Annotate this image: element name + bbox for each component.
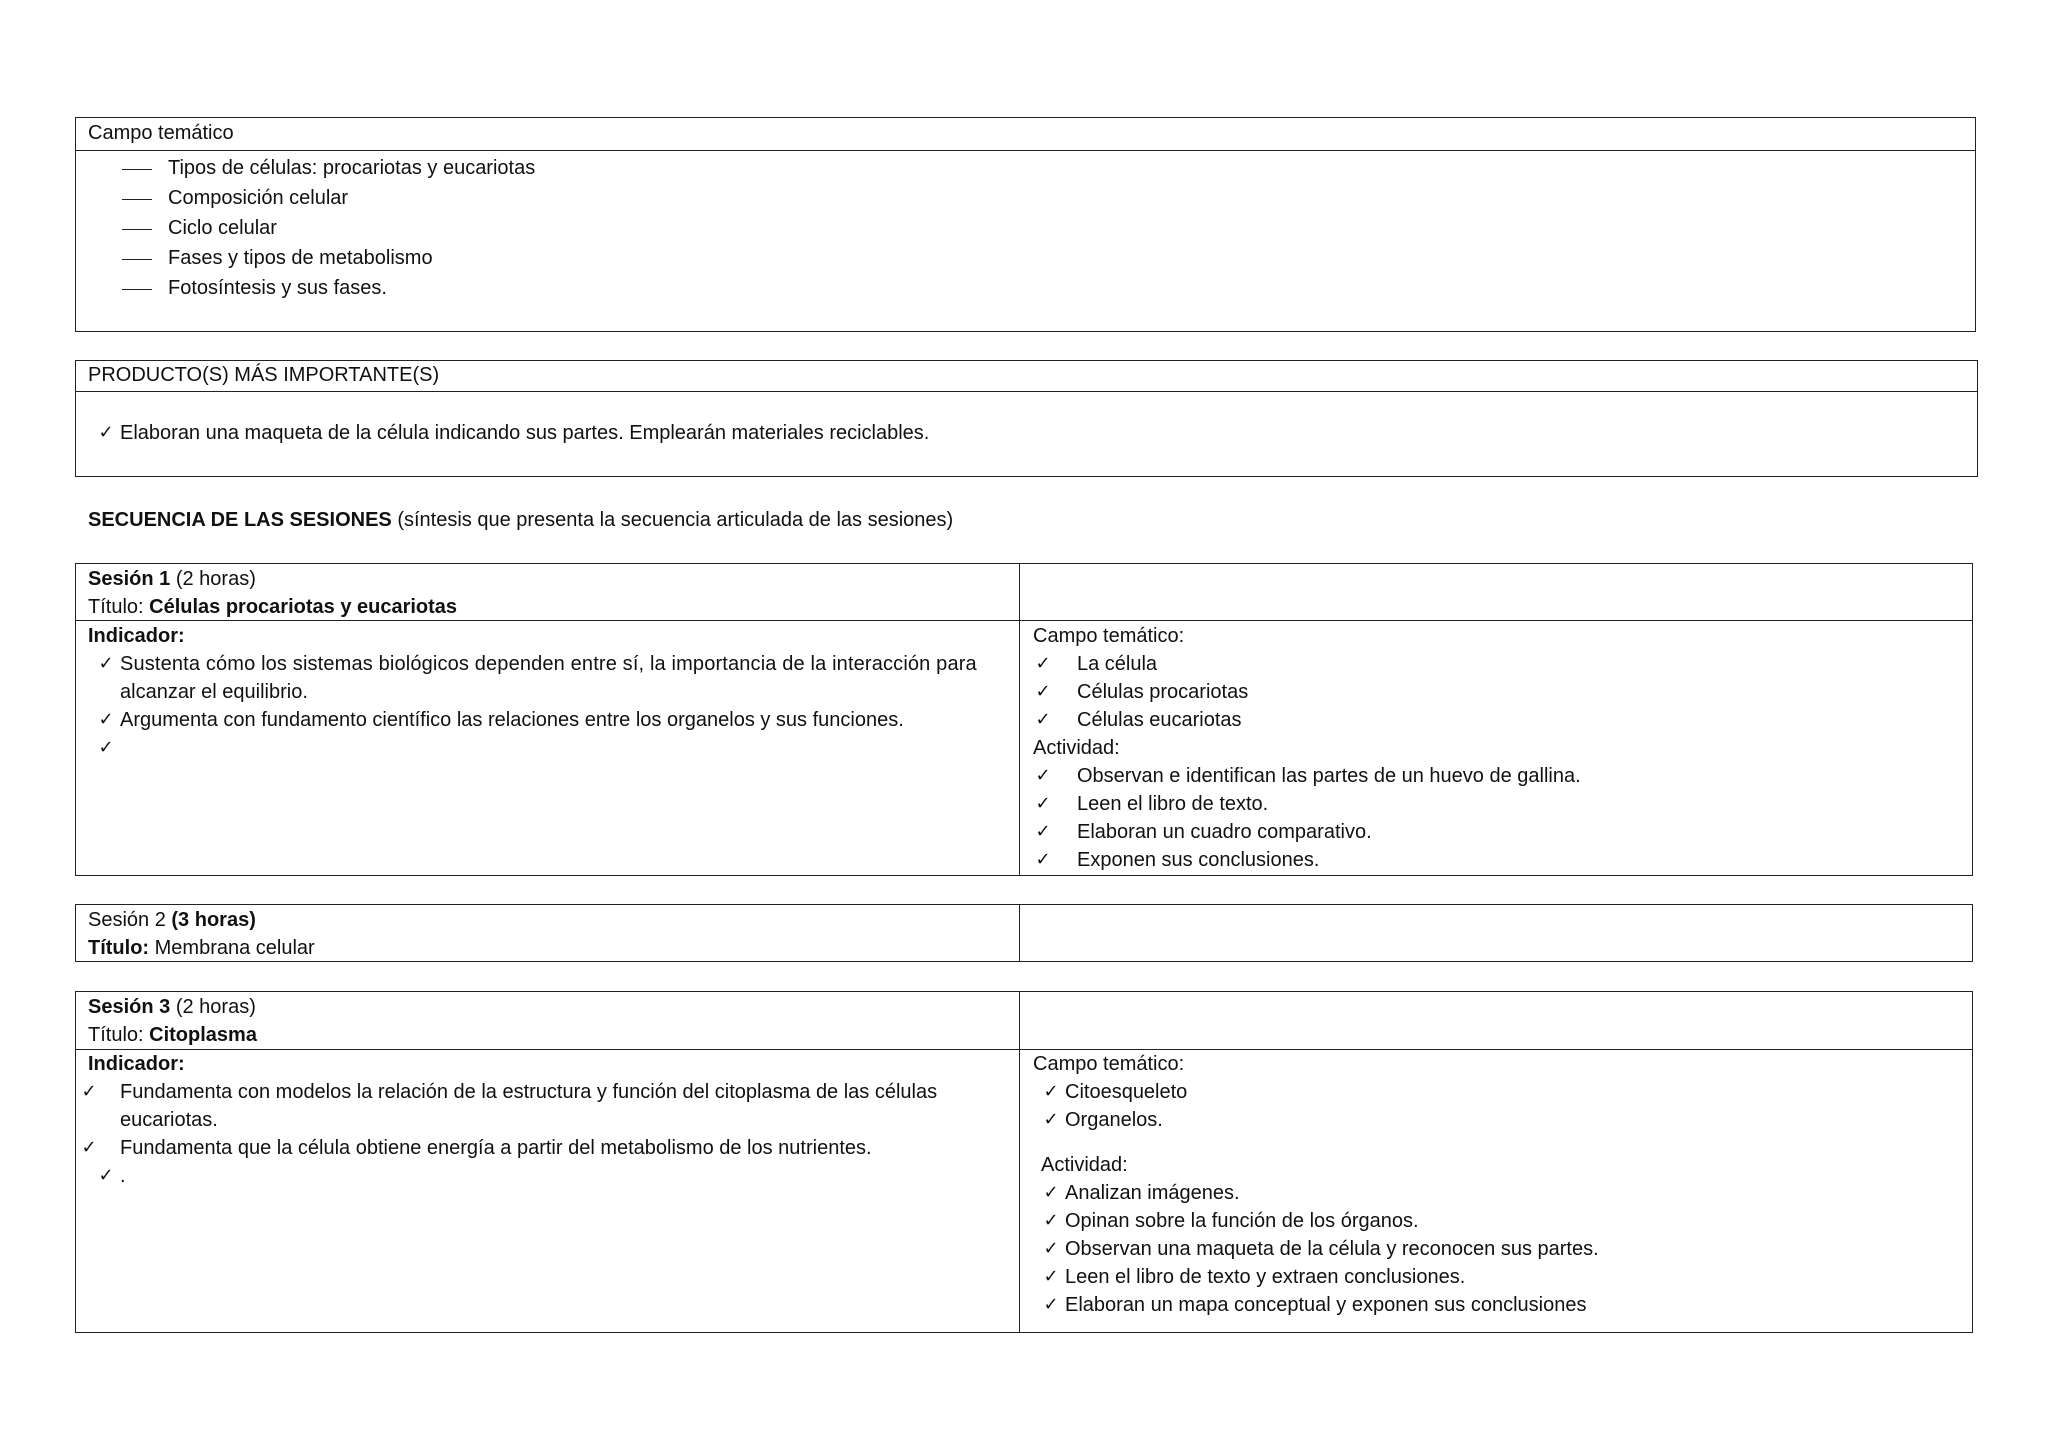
check-icon: ✓	[1043, 1182, 1059, 1203]
check-icon: ✓	[98, 1165, 114, 1186]
producto-box	[75, 360, 1978, 477]
sesion-2-header: Sesión 2 (3 horas) Título: Membrana celular	[88, 909, 315, 959]
check-icon: ✓	[1043, 1210, 1059, 1231]
list-item: ✓ Exponen sus conclusiones.	[1033, 846, 1581, 874]
check-icon: ✓	[81, 1137, 97, 1158]
campo-label: Campo temático:	[1033, 1053, 1185, 1075]
list-item: ✓ Leen el libro de texto.	[1033, 790, 1581, 818]
sesion-2-table	[75, 904, 1973, 962]
sesion-3-indicadores	[79, 1050, 1009, 1190]
list-item: Composición celular	[76, 183, 1975, 213]
list-item: ✓ Observan e identifican las partes de un huevo de gallina.	[1033, 762, 1581, 790]
check-icon: ✓	[1035, 849, 1051, 870]
sesion-1-table	[75, 563, 1973, 876]
check-icon: ✓	[1035, 765, 1051, 786]
check-icon: ✓	[98, 709, 114, 730]
actividad-label: Actividad:	[1033, 737, 1120, 759]
sesion-3-table	[75, 991, 1973, 1333]
column-divider	[1019, 905, 1020, 961]
list-item: ✓ Elaboran un mapa conceptual y exponen sus conclusiones	[1033, 1291, 1599, 1319]
list-item: ✓ Fundamenta que la célula obtiene energía a partir del metabolismo de los nutrientes.	[79, 1134, 1009, 1162]
list-item: ✓ Células eucariotas	[1033, 706, 1581, 734]
list-item: ✓ Sustenta cómo los sistemas biológicos dependen entre sí, la importancia de la interacción para	[88, 650, 1008, 678]
sesion-3-header: Sesión 3 (2 horas) Título: Citoplasma	[88, 996, 257, 1046]
sesion-1-indicadores	[88, 622, 1008, 762]
check-icon: ✓	[98, 737, 114, 758]
list-item: ✓ Argumenta con fundamento científico las relaciones entre los organelos y sus funciones.	[88, 706, 1008, 734]
actividad-label: Actividad:	[1041, 1154, 1128, 1176]
campo-tematico-list	[76, 151, 1975, 303]
list-item: ✓ Organelos.	[1033, 1106, 1599, 1134]
list-item: Ciclo celular	[76, 213, 1975, 243]
list-item: Fotosíntesis y sus fases.	[76, 273, 1975, 303]
column-divider	[1019, 564, 1020, 875]
campo-label: Campo temático:	[1033, 625, 1185, 647]
list-item: Tipos de células: procariotas y eucariotas	[76, 153, 1975, 183]
list-item	[96, 419, 929, 447]
list-item: ✓ Leen el libro de texto y extraen conclusiones.	[1033, 1263, 1599, 1291]
check-icon: ✓	[98, 422, 114, 443]
list-item: ✓ Células procariotas	[1033, 678, 1581, 706]
check-icon: ✓	[1043, 1109, 1059, 1130]
indicador-label: Indicador:	[88, 625, 185, 647]
list-item: ✓ Opinan sobre la función de los órganos.	[1033, 1207, 1599, 1235]
list-item: ✓ .	[79, 1162, 1009, 1190]
campo-tematico-header: Campo temático	[76, 118, 1975, 151]
indicador-label: Indicador:	[88, 1053, 185, 1075]
list-item: ✓ Citoesqueleto	[1033, 1078, 1599, 1106]
check-icon: ✓	[1043, 1081, 1059, 1102]
check-icon: ✓	[1043, 1238, 1059, 1259]
check-icon: ✓	[1035, 821, 1051, 842]
sesion-1-campo-actividad	[1033, 622, 1581, 874]
check-icon: ✓	[1043, 1294, 1059, 1315]
list-item: Fases y tipos de metabolismo	[76, 243, 1975, 273]
campo-tematico-box	[75, 117, 1976, 332]
check-icon: ✓	[98, 653, 114, 674]
check-icon: ✓	[1035, 709, 1051, 730]
check-icon: ✓	[1035, 681, 1051, 702]
row-divider	[76, 620, 1972, 621]
producto-text: Elaboran una maqueta de la célula indicando sus partes. Emplearán materiales reciclables.	[120, 422, 930, 444]
list-item-continuation: alcanzar el equilibrio.	[120, 681, 308, 703]
check-icon: ✓	[1035, 793, 1051, 814]
list-item: ✓ Fundamenta con modelos la relación de la estructura y función del citoplasma de las células	[79, 1078, 1009, 1106]
sesion-3-campo-actividad	[1033, 1050, 1599, 1319]
producto-header: PRODUCTO(S) MÁS IMPORTANTE(S)	[76, 361, 1977, 392]
sesion-1-header: Sesión 1 (2 horas) Título: Células procariotas y eucariotas	[88, 568, 458, 618]
check-icon: ✓	[1043, 1266, 1059, 1287]
list-item-continuation: eucariotas.	[120, 1109, 218, 1131]
check-icon: ✓	[81, 1081, 97, 1102]
secuencia-title: SECUENCIA DE LAS SESIONES (síntesis que presenta la secuencia articulada de las sesiones)	[88, 509, 954, 531]
list-item: ✓ Analizan imágenes.	[1033, 1179, 1599, 1207]
list-item: ✓ Observan una maqueta de la célula y reconocen sus partes.	[1033, 1235, 1599, 1263]
check-icon: ✓	[1035, 653, 1051, 674]
column-divider	[1019, 992, 1020, 1332]
list-item: ✓ La célula	[1033, 650, 1581, 678]
list-item	[88, 734, 1008, 762]
list-item: ✓ Elaboran un cuadro comparativo.	[1033, 818, 1581, 846]
